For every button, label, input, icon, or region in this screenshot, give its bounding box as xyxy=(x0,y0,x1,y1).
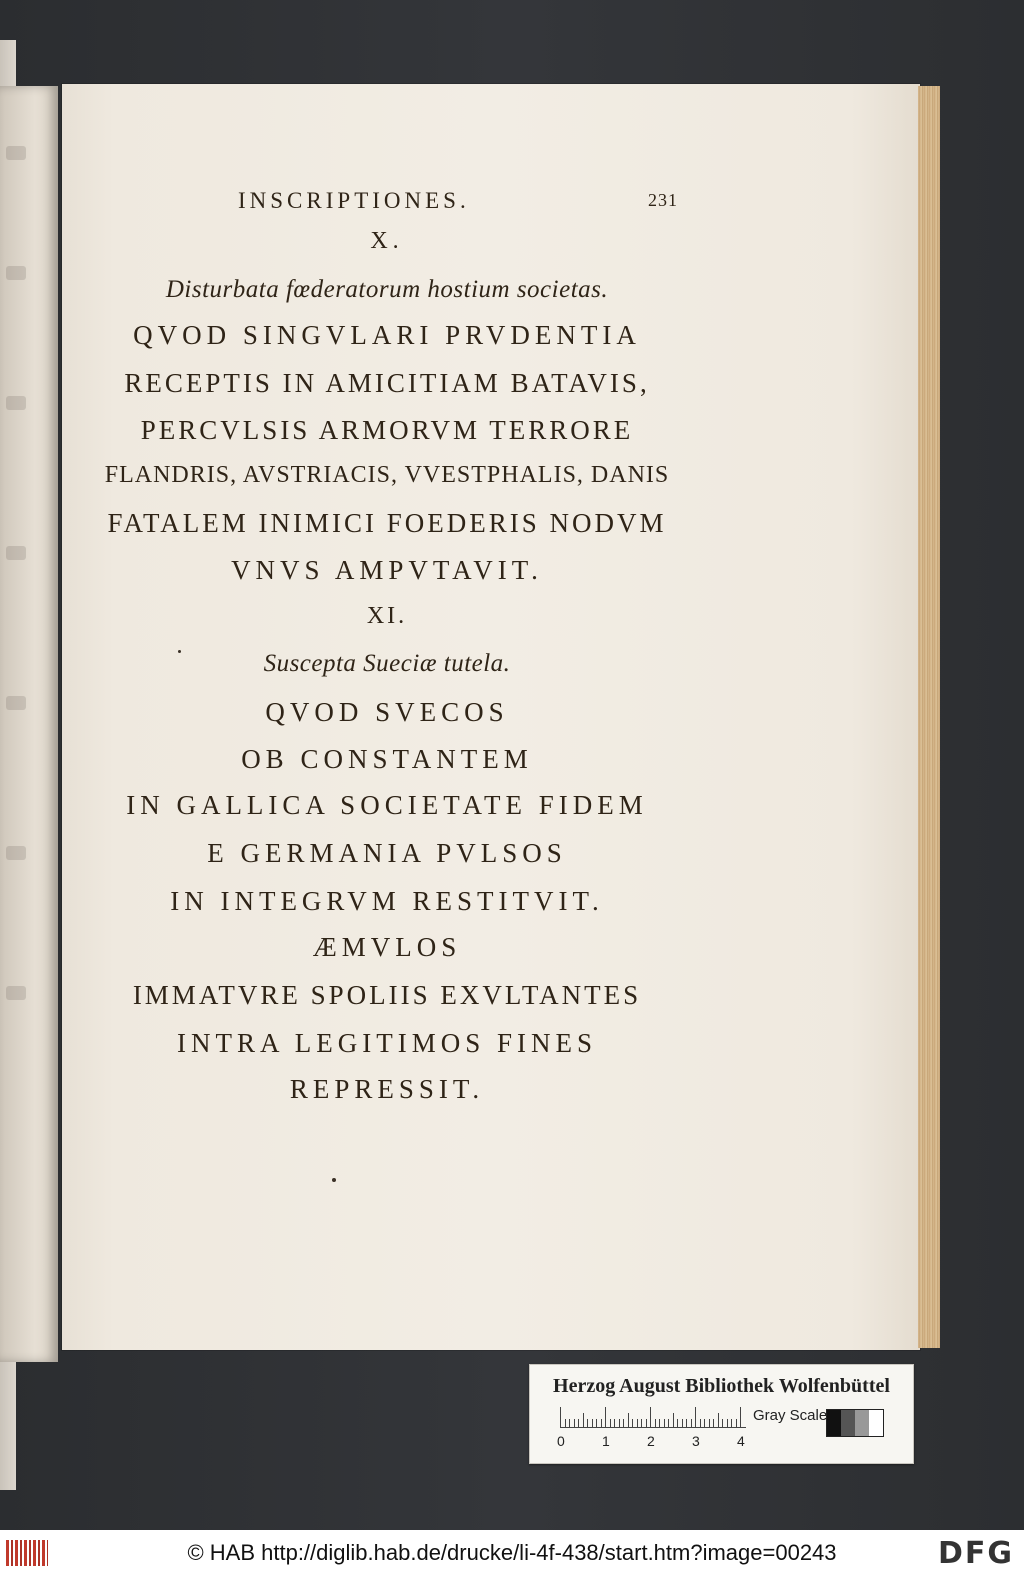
inscription-line: ÆMVLOS xyxy=(312,932,462,962)
ruler-tick xyxy=(610,1419,611,1427)
ruler-tick xyxy=(691,1419,692,1427)
inscription-line: IN GALLICA SOCIETATE FIDEM xyxy=(126,790,648,820)
ruler-tick xyxy=(628,1413,629,1427)
footer-bar xyxy=(0,1530,1024,1577)
inscription-line: OB CONSTANTEM xyxy=(241,744,533,774)
grayscale-swatch xyxy=(826,1409,884,1437)
ruler-tick xyxy=(686,1419,687,1427)
ruler-tick xyxy=(709,1419,710,1427)
ruler-tick xyxy=(655,1419,656,1427)
show-through-mark xyxy=(6,696,26,710)
inscription-line: QVOD SVECOS xyxy=(265,697,509,727)
show-through-mark xyxy=(6,546,26,560)
ruler-tick xyxy=(727,1419,728,1427)
inscription-line: QVOD SINGVLARI PRVDENTIA xyxy=(133,320,641,350)
ruler-tick xyxy=(574,1419,575,1427)
ruler-tick xyxy=(695,1407,696,1427)
ruler-number: 1 xyxy=(602,1433,610,1449)
ruler-tick xyxy=(623,1419,624,1427)
ruler-tick xyxy=(682,1419,683,1427)
ruler-tick xyxy=(632,1419,633,1427)
inscription-line: IN INTEGRVM RESTITVIT. xyxy=(170,886,604,916)
library-name: Herzog August Bibliothek Wolfenbüttel xyxy=(553,1375,890,1397)
ruler-number: 4 xyxy=(737,1433,745,1449)
ruler-number: 2 xyxy=(647,1433,655,1449)
left-page xyxy=(0,86,58,1362)
grayscale-step xyxy=(869,1410,883,1436)
show-through-mark xyxy=(6,396,26,410)
show-through-mark xyxy=(6,266,26,280)
ruler-tick xyxy=(713,1419,714,1427)
inscription-line: PERCVLSIS ARMORVM TERRORE xyxy=(140,415,634,445)
ruler-tick xyxy=(569,1419,570,1427)
inscription-line: INTRA LEGITIMOS FINES xyxy=(177,1028,597,1058)
show-through-mark xyxy=(6,146,26,160)
library-scale-label xyxy=(529,1364,914,1464)
ruler-tick xyxy=(646,1419,647,1427)
inscription-line: FLANDRIS, AVSTRIACIS, VVESTPHALIS, DANIS xyxy=(104,462,670,488)
ruler-tick xyxy=(592,1419,593,1427)
page-number: 231 xyxy=(648,190,678,210)
ruler-tick xyxy=(668,1419,669,1427)
show-through-mark xyxy=(6,986,26,1000)
ruler-number: 0 xyxy=(557,1433,565,1449)
inscription-line: FATALEM INIMICI FOEDERIS NODVM xyxy=(107,508,667,538)
ruler-tick xyxy=(704,1419,705,1427)
ruler-tick xyxy=(587,1419,588,1427)
ruler-tick xyxy=(731,1419,732,1427)
ruler-tick xyxy=(601,1419,602,1427)
inscription-line: VNVS AMPVTAVIT. xyxy=(231,555,543,585)
ruler-tick xyxy=(673,1413,674,1427)
grayscale-step xyxy=(827,1410,841,1436)
centimeter-ruler xyxy=(560,1405,746,1428)
inscription-line: IMMATVRE SPOLIIS EXVLTANTES xyxy=(132,980,642,1010)
section-numeral: X. xyxy=(370,228,404,254)
ruler-tick xyxy=(659,1419,660,1427)
ruler-tick xyxy=(596,1419,597,1427)
inscription-line: RECEPTIS IN AMICITIAM BATAVIS, xyxy=(124,368,650,398)
ruler-tick xyxy=(677,1419,678,1427)
grayscale-step xyxy=(841,1410,855,1436)
ruler-tick xyxy=(637,1419,638,1427)
ruler-tick xyxy=(619,1419,620,1427)
ruler-tick xyxy=(650,1407,651,1427)
ruler-tick xyxy=(722,1419,723,1427)
ruler-tick xyxy=(736,1419,737,1427)
ruler-tick xyxy=(664,1419,665,1427)
ink-speck xyxy=(178,650,181,653)
section-title: Suscepta Sueciæ tutela. xyxy=(263,650,511,677)
ruler-tick xyxy=(614,1419,615,1427)
section-title: Disturbata fœderatorum hostium societas. xyxy=(165,276,609,303)
page-fore-edge xyxy=(918,86,940,1348)
ruler-tick xyxy=(605,1407,606,1427)
ruler-tick xyxy=(740,1407,741,1427)
ruler-tick xyxy=(583,1413,584,1427)
ruler-tick xyxy=(641,1419,642,1427)
ruler-tick xyxy=(700,1419,701,1427)
ink-speck xyxy=(332,1178,336,1182)
ruler-tick xyxy=(578,1419,579,1427)
grayscale-label: Gray Scale xyxy=(753,1407,828,1424)
ruler-tick xyxy=(560,1407,561,1427)
show-through-mark xyxy=(6,846,26,860)
ruler-tick xyxy=(565,1419,566,1427)
inscription-line: E GERMANIA PVLSOS xyxy=(207,838,567,868)
dfg-logo: DFG xyxy=(937,1536,1014,1571)
inscription-line: REPRESSIT. xyxy=(289,1074,485,1104)
section-numeral: XI. xyxy=(366,603,408,629)
copyright-url[interactable]: © HAB http://diglib.hab.de/drucke/li-4f-438/start.htm?image=00243 xyxy=(187,1540,837,1565)
ruler-number: 3 xyxy=(692,1433,700,1449)
ruler-tick xyxy=(718,1413,719,1427)
running-head: INSCRIPTIONES. xyxy=(238,188,470,213)
grayscale-step xyxy=(855,1410,869,1436)
